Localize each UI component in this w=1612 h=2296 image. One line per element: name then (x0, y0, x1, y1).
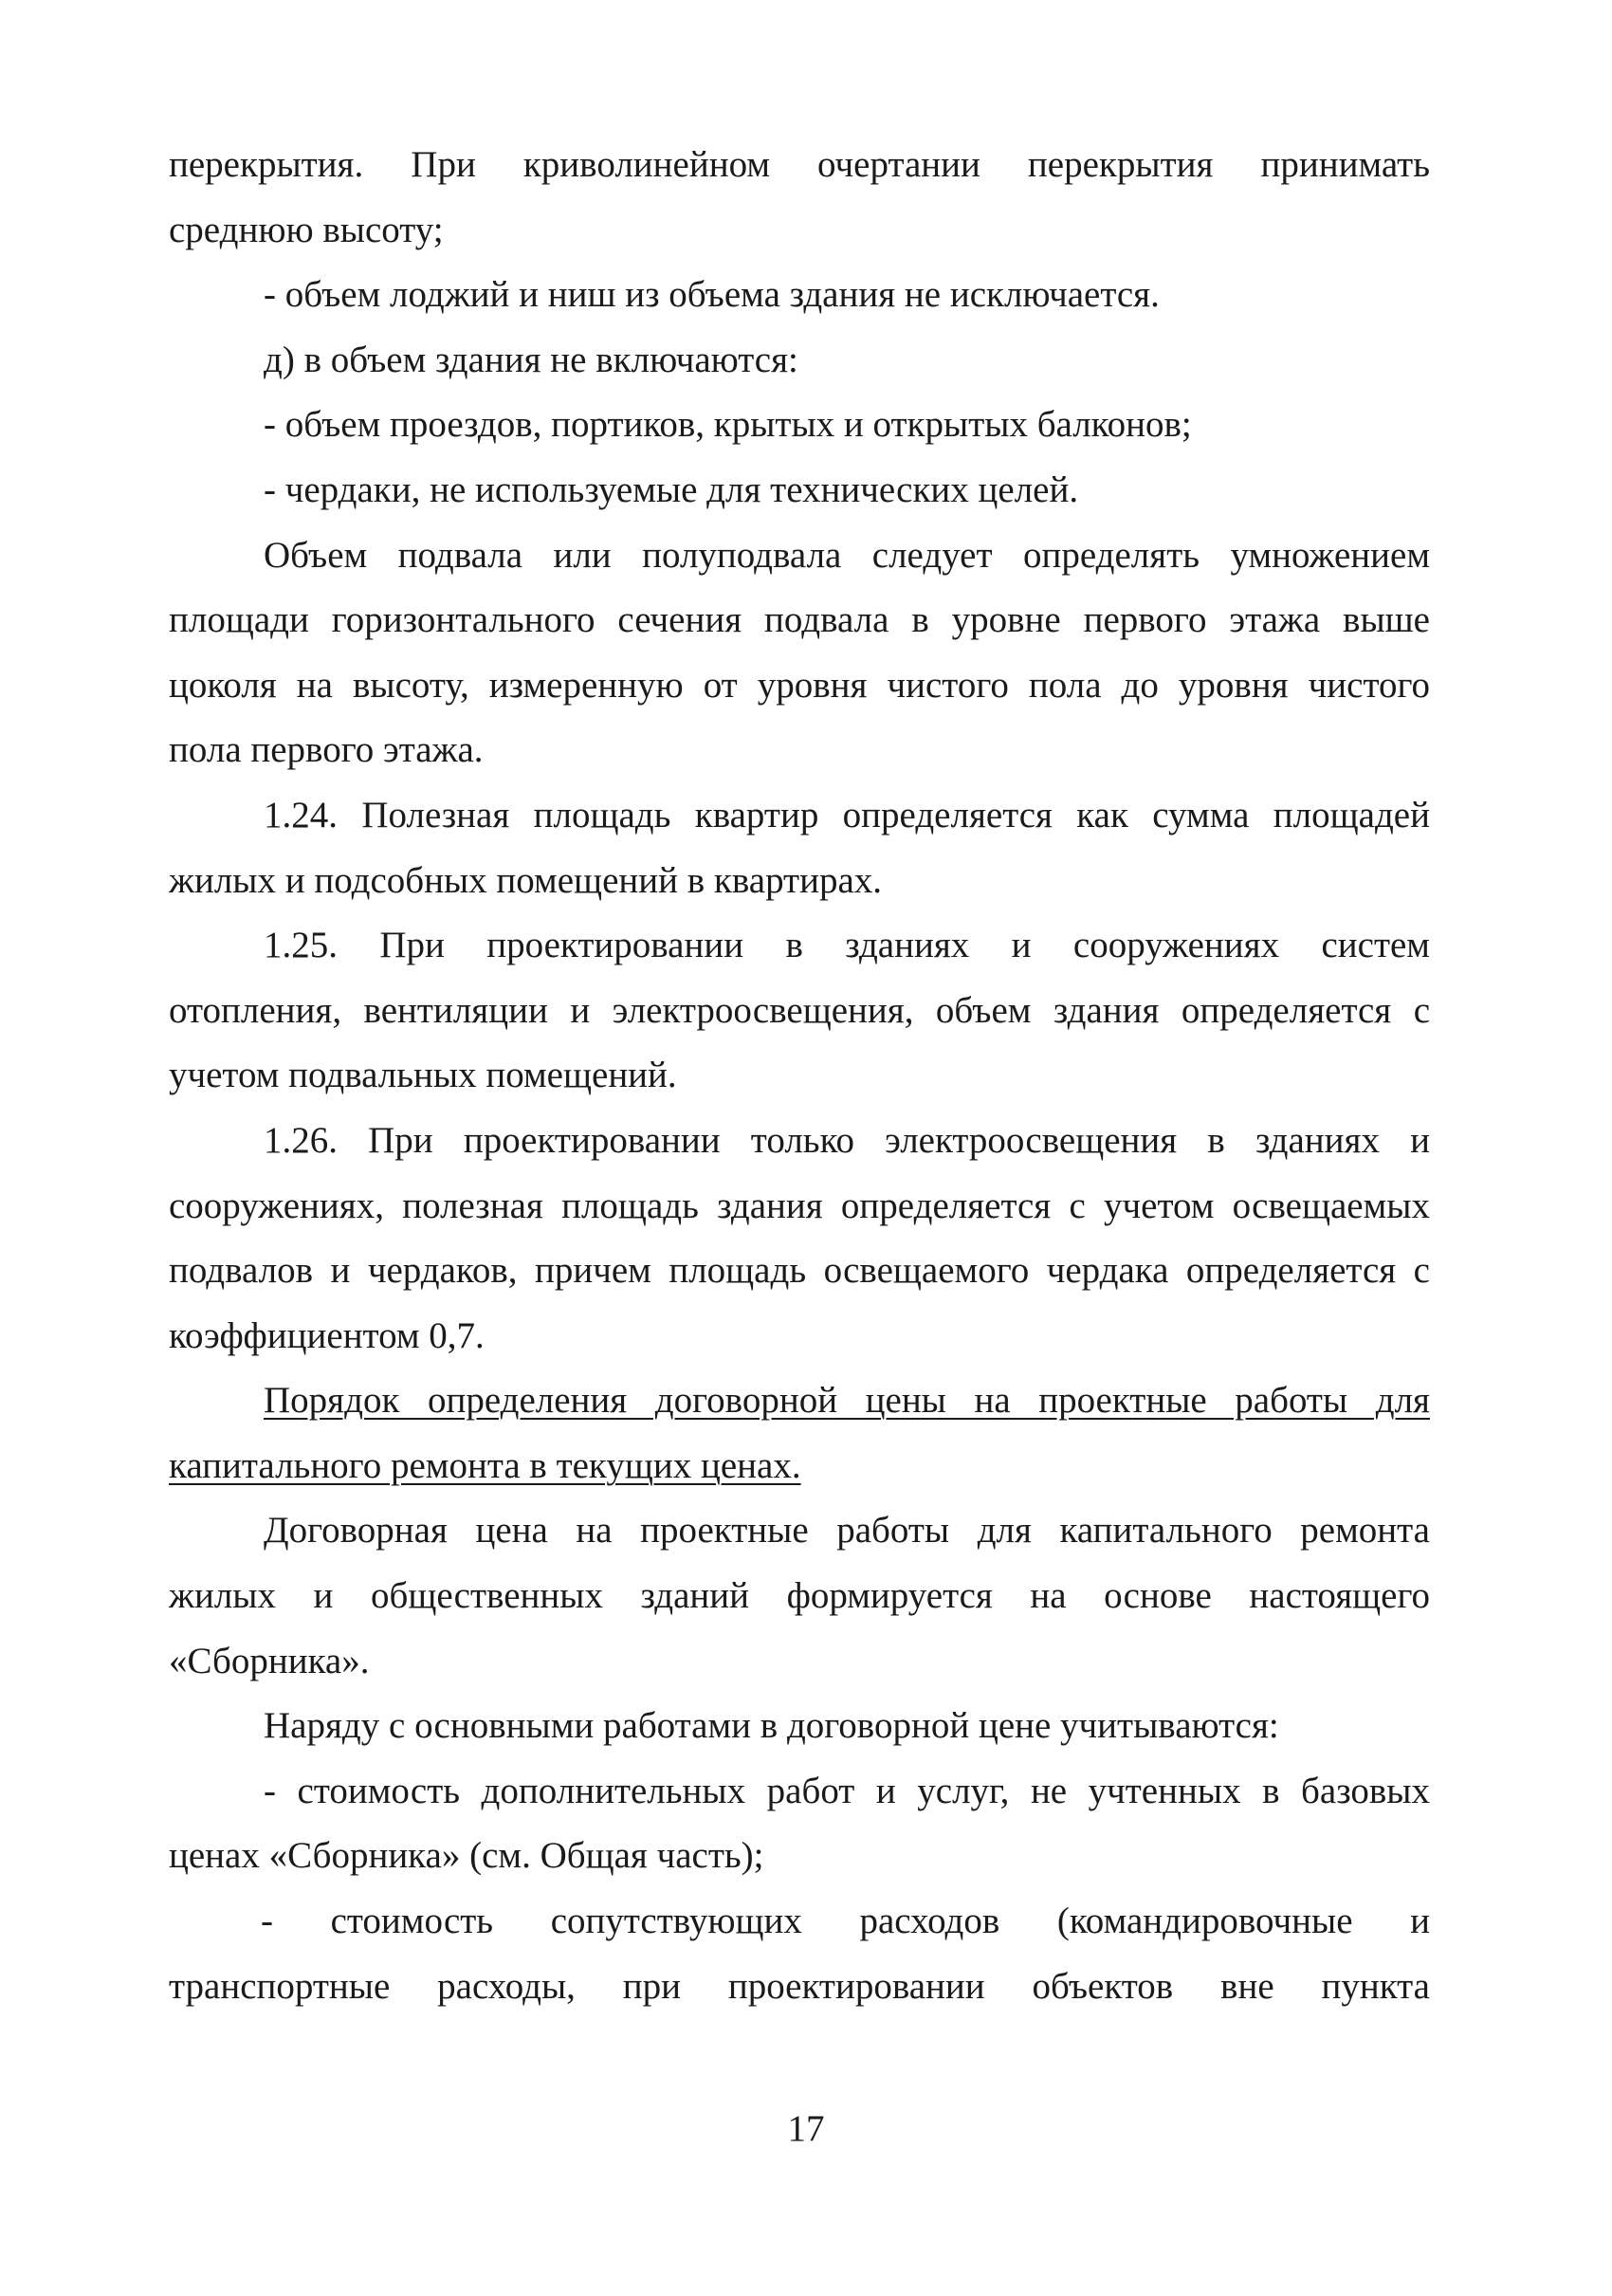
page-number: 17 (787, 2108, 825, 2149)
text-line: подвалов и чердаков, причем площадь освещаемого чердака определяется с (169, 1250, 1430, 1292)
text-line: - объем проездов, портиков, крытых и открытых балконов; (264, 404, 1192, 446)
text-line: площади горизонтального сечения подвала в уровне первого этажа выше (169, 599, 1430, 641)
text-line: Объем подвала или полуподвала следует определять умножением (264, 534, 1430, 576)
text-line: - объем лоджий и ниш из объема здания не исключается. (264, 274, 1160, 316)
text-line: - чердаки, не используемые для технических целей. (264, 468, 1079, 510)
text-line: коэффициентом 0,7. (169, 1314, 485, 1356)
text-line: 1.24. Полезная площадь квартир определяется как сумма площадей (264, 794, 1430, 836)
text-line: транспортные расходы, при проектировании объектов вне пункта (169, 1965, 1430, 2007)
text-line: Наряду с основными работами в договорной цене учитываются: (264, 1705, 1279, 1747)
text-line: 1.26. При проектировании только электроосвещения в зданиях и (264, 1119, 1430, 1161)
text-line: среднюю высоту; (169, 209, 444, 250)
text-line: д) в объем здания не включаются: (264, 339, 798, 380)
text-line: перекрытия. При криволинейном очертании перекрытия принимать (169, 144, 1430, 185)
text-line: пола первого этажа. (169, 729, 484, 771)
text-line: - стоимость сопутствующих расходов (командировочные и (261, 1901, 1430, 1942)
text-line: жилых и подсобных помещений в квартирах. (169, 859, 883, 901)
section-heading-line: капитального ремонта в текущих ценах. (169, 1444, 801, 1486)
text-line: сооружениях, полезная площадь здания определяется с учетом освещаемых (169, 1185, 1430, 1226)
text-line: - стоимость дополнительных работ и услуг, не учтенных в базовых (264, 1770, 1430, 1811)
text-line: жилых и общественных зданий формируется на основе настоящего (169, 1575, 1430, 1617)
text-line: отопления, вентиляции и электроосвещения, объем здания определяется с (169, 989, 1430, 1031)
text-line: «Сборника». (169, 1640, 370, 1681)
section-heading-line: Порядок определения договорной цены на проектные работы для (264, 1380, 1430, 1422)
text-line: Договорная цена на проектные работы для капитального ремонта (264, 1510, 1430, 1552)
text-line: 1.25. При проектировании в зданиях и сооружениях систем (264, 925, 1430, 966)
document-body (169, 133, 1430, 2019)
text-line: ценах «Сборника» (см. Общая часть); (169, 1835, 764, 1877)
text-line: учетом подвальных помещений. (169, 1055, 677, 1096)
text-line: цоколя на высоту, измеренную от уровня чистого пола до уровня чистого (169, 664, 1430, 706)
